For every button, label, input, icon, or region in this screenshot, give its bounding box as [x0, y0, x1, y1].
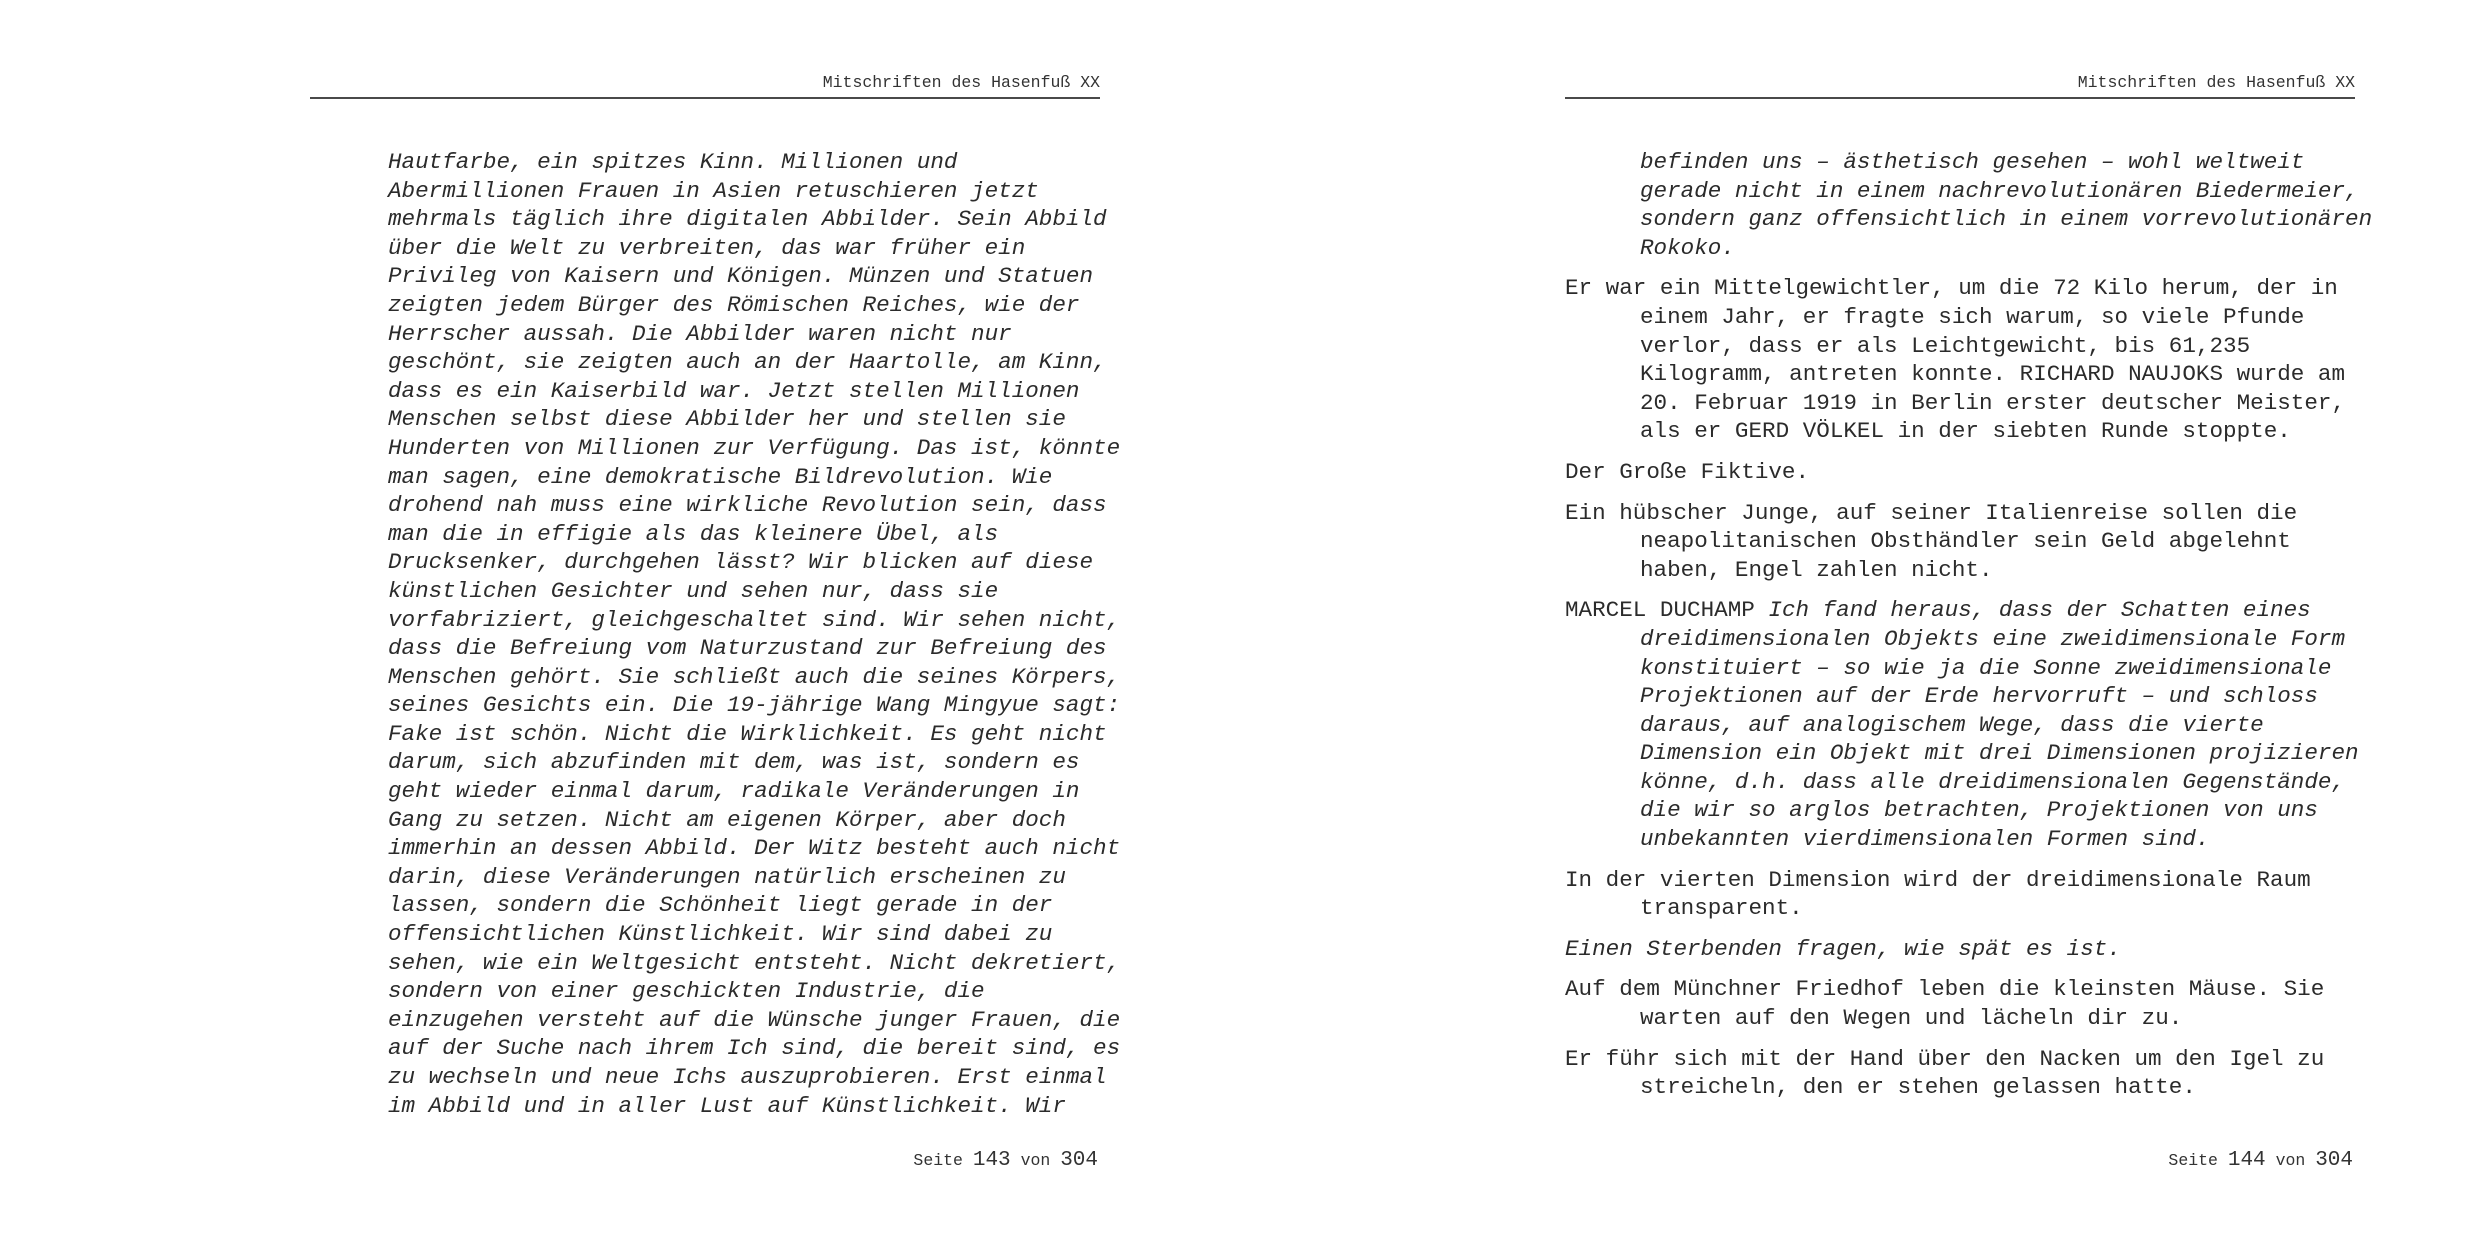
text-line: daraus, auf analogischem Wege, dass die vierte	[1640, 711, 2264, 738]
text-line: Gang zu setzen. Nicht am eigenen Körper, aber doch	[388, 806, 1066, 833]
quote-text: Ich fand heraus, dass der Schatten eines	[1768, 597, 2311, 624]
left-page	[310, 0, 1121, 1240]
text-line: man sagen, eine demokratische Bildrevolution. Wie	[388, 463, 1053, 490]
text-line: mehrmals täglich ihre digitalen Abbilder. Sein Abbild	[388, 206, 1107, 233]
text-line: haben, Engel zahlen nicht.	[1640, 556, 1993, 583]
text-line: zu wechseln und neue Ichs auszuprobieren. Erst einmal	[388, 1064, 1107, 1090]
text-line: Herrscher aussah. Die Abbilder waren nicht nur	[388, 320, 1012, 347]
page-number: 144	[2227, 1149, 2266, 1172]
page-total: 304	[2315, 1149, 2353, 1172]
text-line: Einen Sterbenden fragen, wie spät es ist.	[1565, 935, 2121, 962]
text-line: Hautfarbe, ein spitzes Kinn. Millionen und	[388, 149, 958, 175]
text-line: auf der Suche nach ihrem Ich sind, die bereit sind, es	[388, 1035, 1121, 1062]
text-line: sondern von einer geschickten Industrie, die	[388, 978, 985, 1005]
text-line: sehen, wie ein Weltgesicht entsteht. Nicht dekretiert,	[388, 949, 1121, 976]
text-line: Projektionen auf der Erde hervorruft – und schloss	[1640, 683, 2318, 710]
text-line: geht wieder einmal darum, radikale Veränderungen in	[388, 778, 1080, 805]
header-rule	[310, 97, 1100, 99]
text-line: gerade nicht in einem nachrevolutionären Biedermeier,	[1640, 177, 2359, 204]
text-line: Dimension ein Objekt mit drei Dimensionen projizieren	[1640, 740, 2359, 767]
text-line: seines Gesichts ein. Die 19-jährige Wang Mingyue sagt:	[388, 692, 1121, 719]
text-line: Kilogramm, antreten konnte. RICHARD NAUJOKS wurde am	[1640, 361, 2346, 388]
page-footer	[913, 1149, 1098, 1172]
text-line: immerhin an dessen Abbild. Der Witz besteht auch nicht	[388, 835, 1121, 862]
text-line: über die Welt zu verbreiten, das war früher ein	[388, 234, 1026, 261]
text-line: 20. Februar 1919 in Berlin erster deutscher Meister,	[1640, 389, 2346, 416]
text-line: neapolitanischen Obsthändler sein Geld abgelehnt	[1640, 528, 2291, 555]
text-line: sondern ganz offensichtlich in einem vorrevolutionären	[1640, 206, 2373, 233]
text-line: verlor, dass er als Leichtgewicht, bis 61,235	[1640, 332, 2251, 359]
continuation-paragraph	[1565, 148, 2373, 262]
text-line: Rokoko.	[1640, 234, 1735, 261]
text-line: transparent.	[1640, 895, 1803, 922]
text-line: zeigten jedem Bürger des Römischen Reiches, wie der	[388, 291, 1080, 318]
text-line: vorfabriziert, gleichgeschaltet sind. Wir sehen nicht,	[388, 606, 1121, 633]
text-line: dass die Befreiung vom Naturzustand zur Befreiung des	[388, 635, 1107, 662]
paragraph-boxer	[1565, 274, 2365, 446]
body-text	[1565, 148, 2373, 1114]
text-line: drohend nah muss eine wirkliche Revolution sein, dass	[388, 492, 1107, 519]
text-line: unbekannten vierdimensionalen Formen sind.	[1640, 826, 2210, 853]
text-line: lassen, sondern die Schönheit liegt gerade in der	[388, 892, 1053, 919]
text-line: warten auf den Wegen und lächeln dir zu.	[1640, 1005, 2183, 1032]
text-line: einem Jahr, er fragte sich warum, so viele Pfunde	[1640, 303, 2305, 330]
paragraph-friedhof	[1565, 975, 2365, 1032]
page-total: 304	[1060, 1149, 1098, 1172]
paragraph-junge	[1565, 499, 2365, 585]
text-line: als er GERD VÖLKEL in der siebten Runde stoppte.	[1640, 418, 2291, 445]
body-text	[388, 148, 1121, 1120]
text-line: Fake ist schön. Nicht die Wirklichkeit. Es geht nicht	[388, 720, 1107, 747]
text-line: einzugehen versteht auf die Wünsche junger Frauen, die	[388, 1006, 1121, 1033]
text-line: Drucksenker, durchgehen lässt? Wir blicken auf diese	[388, 549, 1094, 576]
text-line: man die in effigie als das kleinere Übel, als	[388, 520, 999, 547]
paragraph-sterbend	[1565, 935, 2365, 964]
text-line: darin, diese Veränderungen natürlich erscheinen zu	[388, 863, 1066, 890]
paragraph-fiktive	[1565, 458, 2365, 487]
text-line: konstituiert – so wie ja die Sonne zweidimensionale	[1640, 654, 2332, 681]
text-line: dreidimensionalen Objekts eine zweidimensionale Form	[1640, 625, 2346, 652]
page-number: 143	[972, 1149, 1011, 1172]
text-line: die wir so arglos betrachten, Projektionen von uns	[1640, 797, 2318, 824]
text-line: dass es ein Kaiserbild war. Jetzt stellen Millionen	[388, 377, 1080, 404]
text-line: In der vierten Dimension wird der dreidimensionale Raum	[1565, 866, 2311, 893]
running-head: Mitschriften des Hasenfuß XX	[2077, 73, 2355, 92]
text-line: offensichtlichen Künstlichkeit. Wir sind dabei zu	[388, 921, 1053, 948]
footer-label: Seite	[913, 1151, 963, 1170]
footer-sep: von	[1020, 1151, 1051, 1170]
text-line: Abermillionen Frauen in Asien retuschieren jetzt	[388, 177, 1039, 204]
text-line: im Abbild und in aller Lust auf Künstlichkeit. Wir	[388, 1092, 1066, 1119]
paragraph-duchamp	[1565, 596, 2365, 853]
text-line: befinden uns – ästhetisch gesehen – wohl weltweit	[1640, 149, 2305, 175]
text-line: könne, d.h. dass alle dreidimensionalen Gegenstände,	[1640, 768, 2346, 795]
text-line: Menschen selbst diese Abbilder her und stellen sie	[388, 406, 1066, 433]
paragraph-igel	[1565, 1045, 2365, 1102]
running-head: Mitschriften des Hasenfuß XX	[822, 73, 1100, 92]
text-line: Ein hübscher Junge, auf seiner Italienreise sollen die	[1565, 499, 2298, 526]
text-line: Auf dem Münchner Friedhof leben die kleinsten Mäuse. Sie	[1565, 976, 2325, 1003]
text-line: künstlichen Gesichter und sehen nur, dass sie	[388, 577, 999, 604]
text-line: Er war ein Mittelgewichtler, um die 72 Kilo herum, der in	[1565, 275, 2338, 302]
header-rule	[1565, 97, 2355, 99]
page-footer	[2168, 1149, 2353, 1172]
text-line: Hunderten von Millionen zur Verfügung. Das ist, könnte	[388, 434, 1121, 461]
text-line: Privileg von Kaisern und Königen. Münzen und Statuen	[388, 263, 1094, 290]
text-line: geschönt, sie zeigten auch an der Haartolle, am Kinn,	[388, 349, 1107, 376]
text-line: streicheln, den er stehen gelassen hatte.	[1640, 1074, 2196, 1101]
paragraph-vierte-dimension	[1565, 866, 2365, 923]
text-line: Menschen gehört. Sie schließt auch die seines Körpers,	[388, 663, 1121, 690]
text-line: Der Große Fiktive.	[1565, 458, 1810, 485]
text-line: Er führ sich mit der Hand über den Nacken um den Igel zu	[1565, 1045, 2325, 1072]
text-line	[1565, 596, 2365, 625]
footer-label: Seite	[2168, 1151, 2218, 1170]
speaker-name: MARCEL DUCHAMP	[1565, 597, 1755, 624]
text-line: darum, sich abzufinden mit dem, was ist, sondern es	[388, 749, 1080, 776]
right-page	[1565, 0, 2373, 1240]
footer-sep: von	[2275, 1151, 2306, 1170]
